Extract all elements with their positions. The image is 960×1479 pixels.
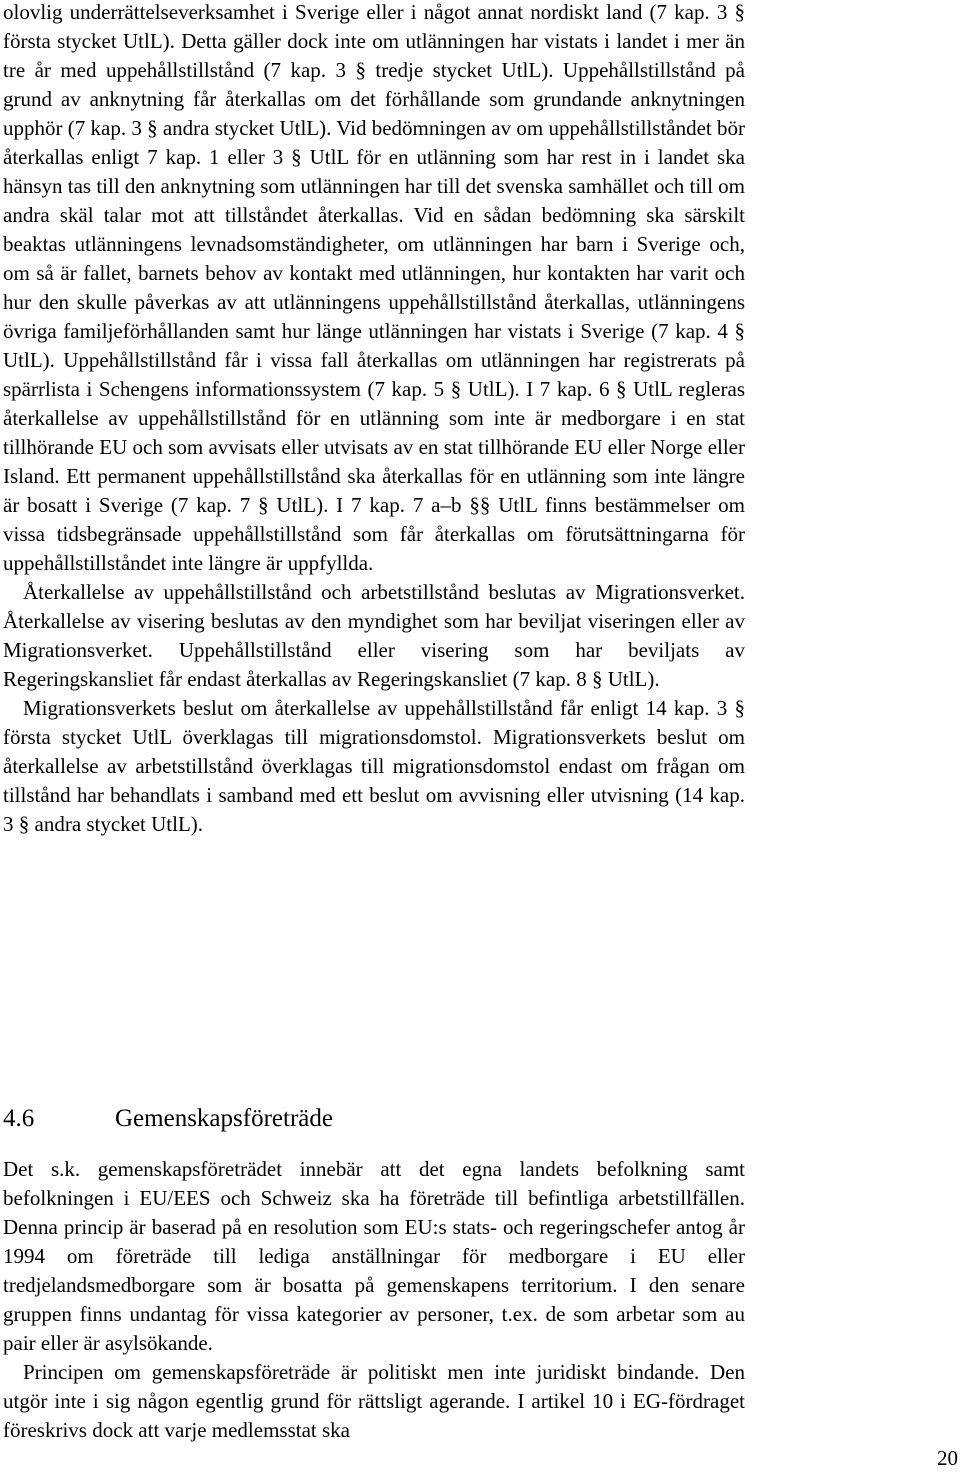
body-text-section-2 [3,1155,745,1445]
paragraph: olovlig underrättelseverksamhet i Sverige eller i något annat nordiskt land (7 kap. 3 § första stycket UtlL). Detta gäller dock inte om utlänningen har vistats i landet i mer än tre år med uppehållstillstånd (7 kap. 3 § tredje stycket UtlL). Uppehållstillstånd på grund av anknytning får återkallas om det förhållande som grundande anknytningen upphör (7 kap. 3 § andra stycket UtlL). Vid bedömningen av om uppehållstillståndet bör återkallas enligt 7 kap. 1 eller 3 § UtlL för en utlänning som har rest in i landet ska hänsyn tas till den anknytning som utlänningen har till det svenska samhället och till om andra skäl talar mot att tillståndet återkallas. Vid en sådan bedömning ska särskilt beaktas utlänningens levnadsomständigheter, om utlänningen har barn i Sverige och, om så är fallet, barnets behov av kontakt med utlänningen, hur kontakten har varit och hur den skulle påverkas av att utlänningens uppehållstillstånd återkallas, utlänningens övriga familjeförhållanden samt hur länge utlänningen har vistats i Sverige (7 kap. 4 § UtlL). Uppehållstillstånd får i vissa fall återkallas om utlänningen har registrerats på spärrlista i Schengens informationssystem (7 kap. 5 § UtlL). I 7 kap. 6 § UtlL regleras återkallelse av uppehållstillstånd för en utlänning som inte är medborgare i en stat tillhörande EU och som avvisats eller utvisats av en stat tillhörande EU eller Norge eller Island. Ett permanent uppehållstillstånd ska återkallas för en utlänning som inte längre är bosatt i Sverige (7 kap. 7 § UtlL). I 7 kap. 7 a–b §§ UtlL finns bestämmelser om vissa tidsbegränsade uppehållstillstånd som får återkallas om förutsättningarna för uppehållstillståndet inte längre är uppfyllda. [3,0,745,575]
paragraph: Det s.k. gemenskapsföreträdet innebär att det egna landets befolkning samt befolkningen i EU/EES och Schweiz ska ha företräde till befintliga arbetstillfällen. Denna princip är baserad på en resolution som EU:s stats- och regeringschefer antog år 1994 om företräde till lediga anställningar för medborgare i EU eller tredjelandsmedborgare som är bosatta på gemenskapens territorium. I den senare gruppen finns undantag för vissa kategorier av personer, t.ex. de som arbetar som au pair eller är asylsökande. [3,1157,745,1355]
section-heading [3,1104,333,1134]
paragraph: Principen om gemenskapsföreträde är politiskt men inte juridiskt bindande. Den utgör inte i sig någon egentlig grund för rättsligt agerande. I artikel 10 i EG-fördraget föreskrivs dock att varje medlemsstat ska [3,1360,745,1442]
paragraph: Återkallelse av uppehållstillstånd och arbetstillstånd beslutas av Migrationsverket. Återkallelse av visering beslutas av den myndighet som har beviljat viseringen eller av Migrationsverket. Uppehållstillstånd eller visering som har beviljats av Regeringskansliet får endast återkallas av Regeringskansliet (7 kap. 8 § UtlL). [3,580,745,691]
body-text-section-1 [3,0,745,839]
page-number: 20 [937,1446,958,1470]
paragraph: Migrationsverkets beslut om återkallelse av uppehållstillstånd får enligt 14 kap. 3 § första stycket UtlL överklagas till migrationsdomstol. Migrationsverkets beslut om återkallelse av arbetstillstånd överklagas till migrationsdomstol endast om frågan om tillstånd har behandlats i samband med ett beslut om avvisning eller utvisning (14 kap. 3 § andra stycket UtlL). [3,696,745,836]
section-number: 4.6 [3,1105,35,1132]
section-title: Gemenskapsföreträde [115,1105,333,1132]
